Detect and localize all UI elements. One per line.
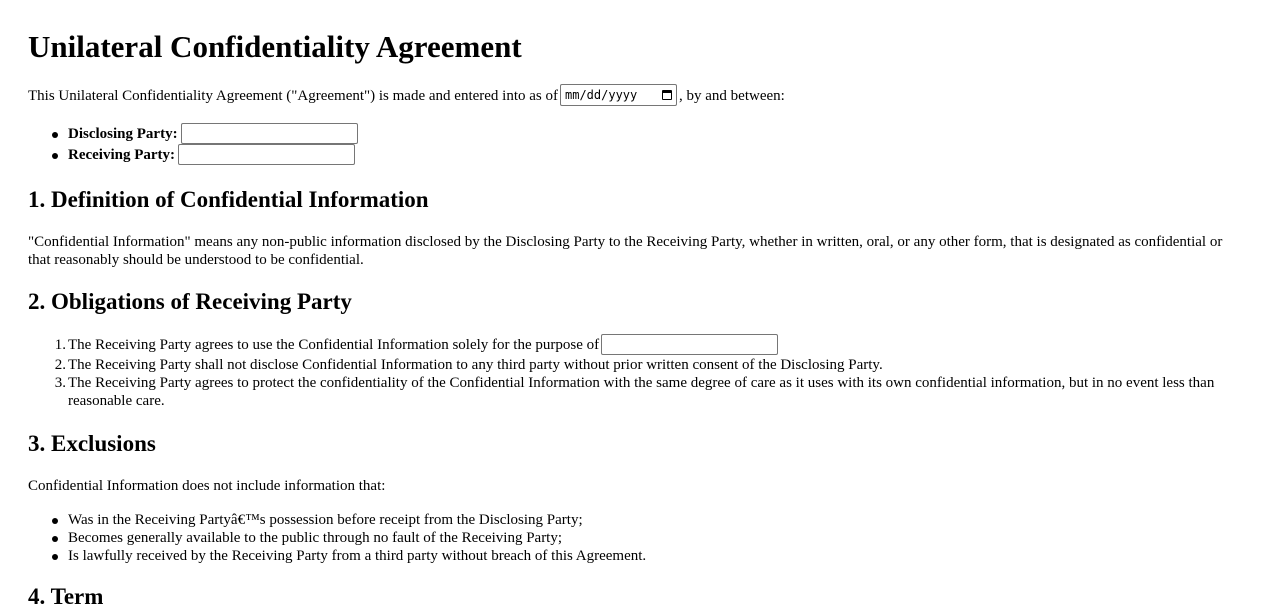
list-number: 3. xyxy=(54,375,66,391)
obligation-text: The Receiving Party agrees to protect the confidentiality of the Confidential Information with the same degree of care as it uses with its own confidential information, but in no event less than reasonable care. xyxy=(68,375,1215,409)
section-heading-exclusions: 3. Exclusions xyxy=(28,431,156,456)
obligation-text: The Receiving Party shall not disclose Confidential Information to any third party without prior written consent of the Disclosing Party. xyxy=(68,357,883,373)
calendar-icon[interactable] xyxy=(662,90,672,100)
bullet-icon xyxy=(52,518,58,524)
list-number: 2. xyxy=(54,357,66,373)
agreement-date-input[interactable] xyxy=(560,84,677,106)
exclusion-text: Was in the Receiving Partyâ€™s possession before receipt from the Disclosing Party; xyxy=(68,512,583,528)
bullet-icon xyxy=(52,554,58,560)
obligation-text: The Receiving Party agrees to use the Confidential Information solely for the purpose of xyxy=(68,337,600,353)
purpose-input[interactable] xyxy=(601,334,778,355)
intro-paragraph xyxy=(28,87,1228,106)
disclosing-party-input[interactable] xyxy=(181,123,358,144)
bullet-icon xyxy=(52,536,58,542)
section-heading-obligations: 2. Obligations of Receiving Party xyxy=(28,289,352,314)
exclusion-text: Is lawfully received by the Receiving Party from a third party without breach of this Agreement. xyxy=(68,548,647,564)
section-heading-term: 4. Term xyxy=(28,584,104,609)
exclusion-text: Becomes generally available to the public through no fault of the Receiving Party; xyxy=(68,530,563,546)
bullet-icon xyxy=(52,153,58,159)
section-heading-definition: 1. Definition of Confidential Information xyxy=(28,187,429,212)
receiving-party-label: Receiving Party: xyxy=(68,147,176,163)
definition-paragraph: "Confidential Information" means any non-public information disclosed by the Disclosing Party to the Receiving Party, whether in written, oral, or any other form, that is designated as confidential or that reasonably should be understood to be confidential. xyxy=(28,234,1223,268)
intro-text: This Unilateral Confidentiality Agreement ("Agreement") is made and entered into as of xyxy=(28,88,558,104)
exclusions-intro: Confidential Information does not include information that: xyxy=(28,478,386,494)
bullet-icon xyxy=(52,132,58,138)
date-placeholder: mm/dd/yyyy xyxy=(565,88,638,103)
list-number: 1. xyxy=(54,337,66,353)
disclosing-party-label: Disclosing Party: xyxy=(68,126,178,142)
receiving-party-input[interactable] xyxy=(178,144,355,165)
intro-text-end: , by and between: xyxy=(679,88,785,104)
page-title: Unilateral Confidentiality Agreement xyxy=(28,29,522,64)
